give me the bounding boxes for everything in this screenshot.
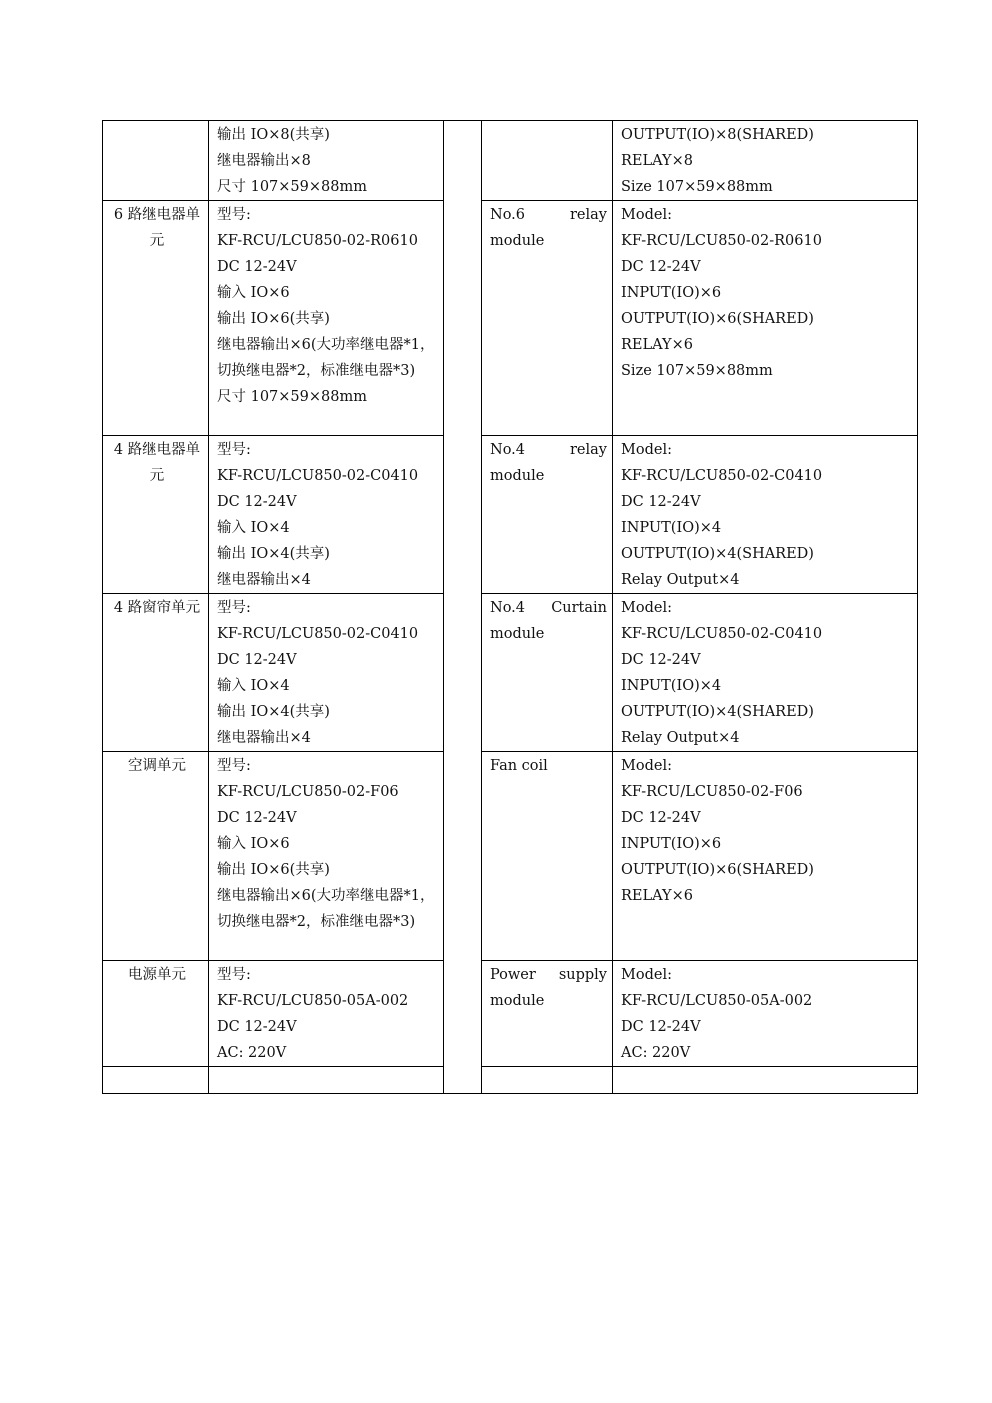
spacer-cell bbox=[444, 201, 482, 436]
cn-spec-line: 继电器输出×8 bbox=[217, 153, 311, 169]
cn-spec-cell bbox=[209, 121, 444, 201]
en-spec-line: INPUT(IO)×4 bbox=[621, 520, 722, 536]
spacer-cell bbox=[444, 752, 482, 961]
en-label-word: Power bbox=[490, 967, 536, 983]
en-spec-line: AC: 220V bbox=[621, 1045, 691, 1061]
table-row bbox=[103, 594, 918, 752]
cn-label-cell: 6 路继电器单元 bbox=[103, 201, 209, 436]
en-spec-cell bbox=[613, 121, 918, 201]
cn-label-cell: 空调单元 bbox=[103, 752, 209, 961]
cn-spec-line: KF-RCU/LCU850-02-C0410 bbox=[217, 626, 419, 642]
table-row bbox=[103, 752, 918, 961]
cn-spec-line: 型号: bbox=[217, 600, 251, 616]
en-label-word: relay bbox=[570, 442, 607, 458]
cn-spec-line: 输入 IO×4 bbox=[217, 520, 290, 536]
spec-table bbox=[102, 120, 918, 1094]
cn-spec-line: 继电器输出×6(大功率继电器*1，切换继电器*2，标准继电器*3) bbox=[217, 337, 435, 379]
en-label-word: Curtain bbox=[551, 600, 607, 616]
en-spec-line: OUTPUT(IO)×6(SHARED) bbox=[621, 862, 814, 878]
en-label-word: No.6 bbox=[490, 207, 525, 223]
en-spec-line: KF-RCU/LCU850-02-F06 bbox=[621, 784, 803, 800]
cn-spec-line: 型号: bbox=[217, 207, 251, 223]
en-spec-line: DC 12-24V bbox=[621, 494, 701, 510]
spacer-cell bbox=[444, 961, 482, 1067]
en-spec-line: Model: bbox=[621, 207, 672, 223]
en-spec-line: RELAY×6 bbox=[621, 888, 693, 904]
en-label-cell bbox=[482, 752, 613, 961]
empty-cell bbox=[103, 1067, 209, 1094]
empty-cell bbox=[613, 1067, 918, 1094]
cn-spec-cell bbox=[209, 961, 444, 1067]
spacer-cell bbox=[444, 1067, 482, 1094]
cn-spec-line: KF-RCU/LCU850-02-R0610 bbox=[217, 233, 418, 249]
en-label-word: module bbox=[490, 993, 545, 1009]
en-label-word: relay bbox=[570, 207, 607, 223]
en-spec-line: Relay Output×4 bbox=[621, 730, 740, 746]
en-label-cell bbox=[482, 436, 613, 594]
cn-spec-line: 输出 IO×6(共享) bbox=[217, 311, 330, 327]
en-spec-line: Model: bbox=[621, 967, 672, 983]
cn-spec-line: 输出 IO×4(共享) bbox=[217, 546, 330, 562]
cn-spec-line: 输出 IO×6(共享) bbox=[217, 862, 330, 878]
en-label-line bbox=[490, 962, 607, 988]
en-spec-line: Model: bbox=[621, 758, 672, 774]
cn-spec-cell bbox=[209, 752, 444, 961]
cn-spec-line: 继电器输出×4 bbox=[217, 572, 311, 588]
cn-label-cell: 4 路窗帘单元 bbox=[103, 594, 209, 752]
en-spec-line: RELAY×8 bbox=[621, 153, 693, 169]
cn-spec-line: 继电器输出×6(大功率继电器*1，切换继电器*2，标准继电器*3) bbox=[217, 888, 435, 930]
en-spec-line: Size 107×59×88mm bbox=[621, 363, 773, 379]
en-spec-line: Size 107×59×88mm bbox=[621, 179, 773, 195]
cn-spec-line: KF-RCU/LCU850-02-F06 bbox=[217, 784, 399, 800]
en-spec-line: Model: bbox=[621, 600, 672, 616]
spacer-cell bbox=[444, 121, 482, 201]
en-spec-line: Relay Output×4 bbox=[621, 572, 740, 588]
cn-spec-line: 继电器输出×4 bbox=[217, 730, 311, 746]
en-label-cell bbox=[482, 121, 613, 201]
en-spec-cell bbox=[613, 594, 918, 752]
en-label-word: module bbox=[490, 626, 545, 642]
cn-spec-line: DC 12-24V bbox=[217, 810, 297, 826]
en-label-word: supply bbox=[558, 967, 607, 983]
empty-cell bbox=[482, 1067, 613, 1094]
en-spec-line: INPUT(IO)×6 bbox=[621, 836, 722, 852]
cn-spec-line: KF-RCU/LCU850-02-C0410 bbox=[217, 468, 419, 484]
en-label-cell bbox=[482, 201, 613, 436]
en-spec-cell bbox=[613, 961, 918, 1067]
table-row bbox=[103, 1067, 918, 1094]
cn-spec-line: 型号: bbox=[217, 442, 251, 458]
spacer-cell bbox=[444, 436, 482, 594]
cn-spec-line: 输入 IO×6 bbox=[217, 285, 290, 301]
en-label-line bbox=[490, 595, 607, 621]
en-spec-line: KF-RCU/LCU850-02-R0610 bbox=[621, 233, 822, 249]
cn-spec-cell bbox=[209, 594, 444, 752]
table-row bbox=[103, 121, 918, 201]
cn-label-cell: 4 路继电器单元 bbox=[103, 436, 209, 594]
en-spec-line: KF-RCU/LCU850-05A-002 bbox=[621, 993, 813, 1009]
en-label-word: Fan coil bbox=[490, 758, 548, 774]
en-spec-line: RELAY×6 bbox=[621, 337, 693, 353]
en-spec-cell bbox=[613, 752, 918, 961]
en-spec-line: DC 12-24V bbox=[621, 1019, 701, 1035]
empty-cell bbox=[209, 1067, 444, 1094]
cn-spec-line: AC: 220V bbox=[217, 1045, 287, 1061]
en-label-cell bbox=[482, 594, 613, 752]
spacer-cell bbox=[444, 594, 482, 752]
cn-spec-cell bbox=[209, 436, 444, 594]
en-label-word: module bbox=[490, 468, 545, 484]
en-label-word: No.4 bbox=[490, 600, 525, 616]
cn-spec-line: DC 12-24V bbox=[217, 1019, 297, 1035]
en-spec-line: OUTPUT(IO)×4(SHARED) bbox=[621, 546, 814, 562]
cn-spec-line: 输入 IO×6 bbox=[217, 836, 290, 852]
en-label-line bbox=[490, 202, 607, 228]
en-spec-line: DC 12-24V bbox=[621, 810, 701, 826]
cn-spec-line: 输出 IO×8(共享) bbox=[217, 127, 330, 143]
cn-spec-line: DC 12-24V bbox=[217, 259, 297, 275]
en-label-word: module bbox=[490, 233, 545, 249]
cn-spec-line: 尺寸 107×59×88mm bbox=[217, 179, 367, 195]
table-row bbox=[103, 961, 918, 1067]
en-spec-line: Model: bbox=[621, 442, 672, 458]
en-spec-line: KF-RCU/LCU850-02-C0410 bbox=[621, 468, 823, 484]
en-spec-line: DC 12-24V bbox=[621, 259, 701, 275]
table-row bbox=[103, 436, 918, 594]
en-spec-line: INPUT(IO)×4 bbox=[621, 678, 722, 694]
en-spec-cell bbox=[613, 201, 918, 436]
cn-spec-line: DC 12-24V bbox=[217, 494, 297, 510]
en-label-cell bbox=[482, 961, 613, 1067]
cn-spec-line: KF-RCU/LCU850-05A-002 bbox=[217, 993, 409, 1009]
table-row bbox=[103, 201, 918, 436]
cn-spec-cell bbox=[209, 201, 444, 436]
cn-label-cell: 电源单元 bbox=[103, 961, 209, 1067]
cn-spec-line: 尺寸 107×59×88mm bbox=[217, 389, 367, 405]
en-label-line bbox=[490, 437, 607, 463]
en-label-word: No.4 bbox=[490, 442, 525, 458]
en-spec-line: OUTPUT(IO)×6(SHARED) bbox=[621, 311, 814, 327]
cn-spec-line: 输出 IO×4(共享) bbox=[217, 704, 330, 720]
en-spec-line: OUTPUT(IO)×8(SHARED) bbox=[621, 127, 814, 143]
cn-spec-line: 型号: bbox=[217, 967, 251, 983]
cn-spec-line: DC 12-24V bbox=[217, 652, 297, 668]
en-spec-cell bbox=[613, 436, 918, 594]
cn-label-cell bbox=[103, 121, 209, 201]
cn-spec-line: 型号: bbox=[217, 758, 251, 774]
en-spec-line: KF-RCU/LCU850-02-C0410 bbox=[621, 626, 823, 642]
en-spec-line: OUTPUT(IO)×4(SHARED) bbox=[621, 704, 814, 720]
en-spec-line: DC 12-24V bbox=[621, 652, 701, 668]
cn-spec-line: 输入 IO×4 bbox=[217, 678, 290, 694]
en-spec-line: INPUT(IO)×6 bbox=[621, 285, 722, 301]
